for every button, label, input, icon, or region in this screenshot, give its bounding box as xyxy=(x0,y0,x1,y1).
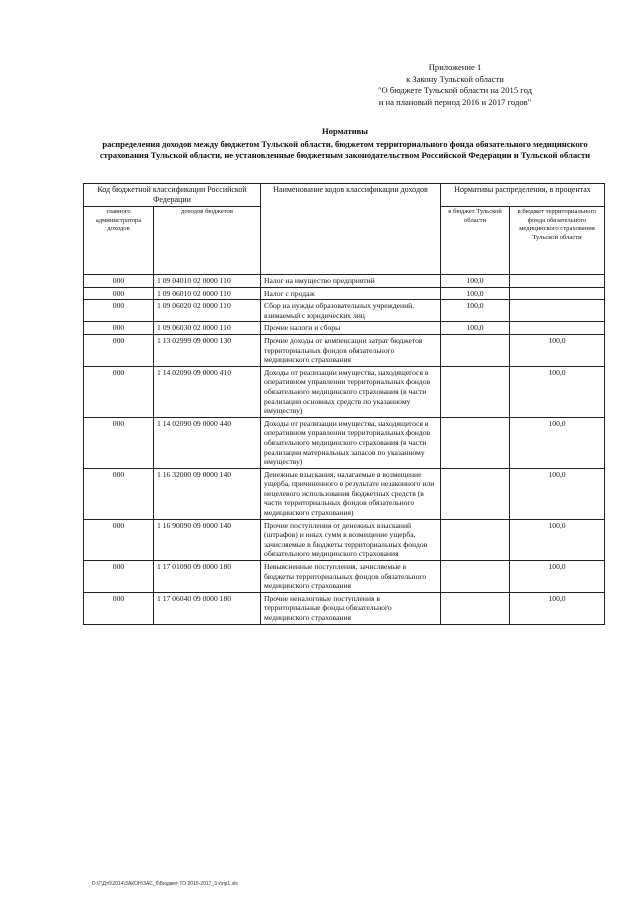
table-row xyxy=(84,417,605,468)
cell-regional xyxy=(441,334,510,366)
cell-regional: 100,0 xyxy=(441,287,510,300)
cell-code: 1 09 06020 02 0000 110 xyxy=(154,300,261,322)
table-row xyxy=(84,519,605,560)
title-subtitle: распределения доходов между бюджетом Тульской области, бюджетом территориального фонда обязательного медицинского страхования Тульской области, не установленные бюджетным законодательством Российской Федерации и Тульской области xyxy=(99,138,591,160)
table-row xyxy=(84,275,605,288)
cell-code: 1 16 32000 09 0000 140 xyxy=(154,468,261,519)
file-path-footer: D:\Г\Дтб\2014\ЗАКОН\ЗАС_б\Бюджет ТО 2015-2017_3 к\пр1.xls xyxy=(92,881,238,887)
table-row xyxy=(84,322,605,335)
cell-name: Прочие налоги и сборы xyxy=(261,322,441,335)
cell-name: Прочие неналоговые поступления в территориальные фонды обязательного медицинского страхования xyxy=(261,592,441,624)
cell-fund: 100,0 xyxy=(510,519,605,560)
cell-regional xyxy=(441,519,510,560)
cell-code: 1 16 90090 09 0000 140 xyxy=(154,519,261,560)
cell-admin: 000 xyxy=(84,519,154,560)
table-row xyxy=(84,468,605,519)
cell-name: Прочие доходы от компенсации затрат бюджетов территориальных фондов обязательного медицинского страхования xyxy=(261,334,441,366)
header-fund: в бюджет территориального фонда обязательного медицинского страхования Тульской области xyxy=(510,207,605,275)
cell-admin: 000 xyxy=(84,287,154,300)
header-name: Наименование кодов классификации доходов xyxy=(261,184,441,275)
table-row xyxy=(84,287,605,300)
cell-code: 1 17 01090 09 0000 180 xyxy=(154,561,261,593)
appendix-line: Приложение 1 xyxy=(428,62,482,72)
cell-fund: 100,0 xyxy=(510,561,605,593)
table-row xyxy=(84,300,605,322)
cell-fund: 100,0 xyxy=(510,366,605,417)
cell-code: 1 14 02090 09 0000 410 xyxy=(154,366,261,417)
table-row xyxy=(84,592,605,624)
cell-admin: 000 xyxy=(84,366,154,417)
cell-admin: 000 xyxy=(84,334,154,366)
cell-code: 1 13 02999 09 0000 130 xyxy=(154,334,261,366)
cell-regional: 100,0 xyxy=(441,322,510,335)
header-admin: главного администратора доходов xyxy=(84,207,154,275)
cell-name: Прочие поступления от денежных взысканий (штрафов) и иных сумм в возмещение ущерба, зачисляемые в бюджеты территориальных фондов обязательного медицинского страхования xyxy=(261,519,441,560)
cell-admin: 000 xyxy=(84,592,154,624)
header-norms: Нормативы распределения, в процентах xyxy=(441,184,605,207)
cell-admin: 000 xyxy=(84,468,154,519)
cell-fund xyxy=(510,300,605,322)
cell-regional xyxy=(441,561,510,593)
title-main: Нормативы xyxy=(321,126,369,136)
cell-admin: 000 xyxy=(84,300,154,322)
cell-name: Доходы от реализации имущества, находящегося в оперативном управлении территориальных фондов обязательного медицинского страхования (в части реализации материальных запасов по указанному имуществу) xyxy=(261,417,441,468)
cell-fund: 100,0 xyxy=(510,417,605,468)
table-row xyxy=(84,366,605,417)
cell-code: 1 09 04010 02 0000 110 xyxy=(154,275,261,288)
cell-regional xyxy=(441,417,510,468)
document-title xyxy=(90,126,600,162)
appendix-line: "О бюджете Тульской области на 2015 год xyxy=(378,85,532,95)
cell-name: Сбор на нужды образовательных учреждений, взимаемый с юридических лиц xyxy=(261,300,441,322)
header-regional: в бюджет Тульской области xyxy=(441,207,510,275)
cell-regional xyxy=(441,468,510,519)
cell-fund xyxy=(510,287,605,300)
cell-fund: 100,0 xyxy=(510,592,605,624)
appendix-line: к Закону Тульской области xyxy=(406,73,504,84)
cell-name: Налог с продаж xyxy=(261,287,441,300)
cell-fund: 100,0 xyxy=(510,334,605,366)
cell-fund: 100,0 xyxy=(510,468,605,519)
cell-admin: 000 xyxy=(84,561,154,593)
cell-name: Невыясненные поступления, зачисляемые в бюджеты территориальных фондов обязательного медицинского страхования xyxy=(261,561,441,593)
cell-admin: 000 xyxy=(84,322,154,335)
cell-code: 1 09 06030 02 0000 110 xyxy=(154,322,261,335)
appendix-line: и на плановый период 2016 и 2017 годов" xyxy=(378,96,532,107)
header-income: доходов бюджетов xyxy=(154,207,261,275)
cell-regional: 100,0 xyxy=(441,300,510,322)
cell-fund xyxy=(510,275,605,288)
cell-code: 1 17 06040 09 0000 180 xyxy=(154,592,261,624)
cell-name: Денежные взыскания, налагаемые в возмещение ущерба, причиненного в результате незаконного или нецелевого использования бюджетных средств (в части территориальных фондов обязательного медицинского страхования) xyxy=(261,468,441,519)
cell-admin: 000 xyxy=(84,275,154,288)
cell-code: 1 14 02090 09 0000 440 xyxy=(154,417,261,468)
header-kbk: Код бюджетной классификации Российской Федерации xyxy=(84,184,261,207)
table-row xyxy=(84,561,605,593)
cell-regional xyxy=(441,592,510,624)
cell-regional: 100,0 xyxy=(441,275,510,288)
cell-name: Доходы от реализации имущества, находящегося в оперативном управлении территориальных фондов обязательного медицинского страхования (в части реализации основных средств по указанному имуществу) xyxy=(261,366,441,417)
table-row xyxy=(84,334,605,366)
cell-name: Налог на имущество предприятий xyxy=(261,275,441,288)
appendix-header xyxy=(355,62,555,108)
cell-code: 1 09 06010 02 0000 110 xyxy=(154,287,261,300)
header-row xyxy=(84,184,605,207)
cell-regional xyxy=(441,366,510,417)
cell-admin: 000 xyxy=(84,417,154,468)
cell-fund xyxy=(510,322,605,335)
norms-table xyxy=(83,183,605,625)
